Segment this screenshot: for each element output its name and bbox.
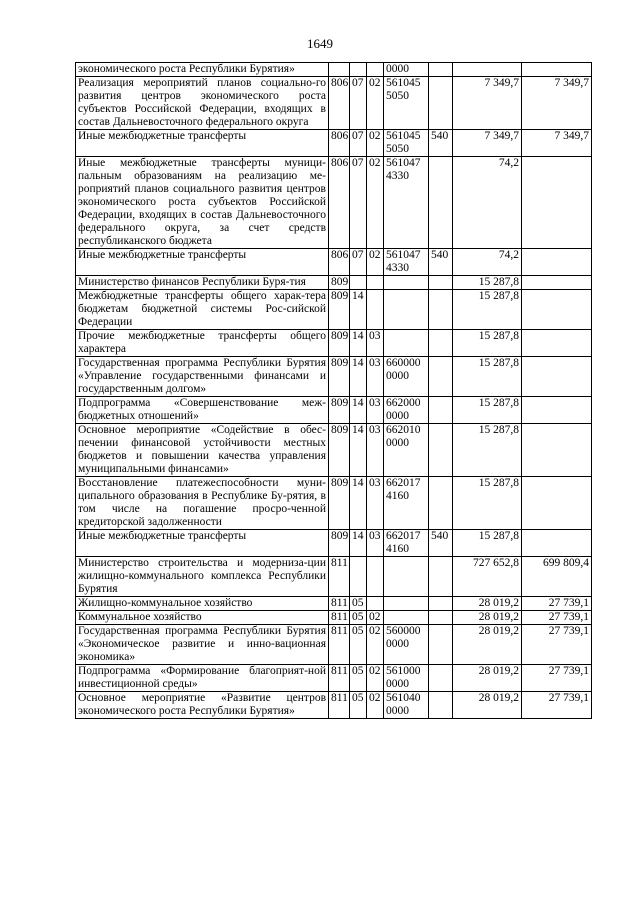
row-description: экономического роста Республики Бурятия»	[76, 63, 329, 77]
amount-year-2	[522, 249, 592, 276]
ministry-code: 811	[329, 625, 350, 665]
table-row	[76, 357, 592, 397]
target-article-code: 662017 4160	[384, 477, 429, 530]
row-description: Иные межбюджетные трансферты	[76, 249, 329, 276]
target-article-code: 0000	[384, 63, 429, 77]
amount-year-1: 28 019,2	[453, 597, 522, 611]
ministry-code: 809	[329, 276, 350, 290]
amount-year-2	[522, 397, 592, 424]
target-article-code	[384, 276, 429, 290]
target-article-code	[384, 290, 429, 330]
amount-year-2: 27 739,1	[522, 625, 592, 665]
amount-year-1: 15 287,8	[453, 477, 522, 530]
table-row	[76, 424, 592, 477]
subsection-code	[367, 597, 384, 611]
row-description: Основное мероприятие «Содействие в обес-печении финансовой устойчивости местных бюджетов и повышении качества управления муниципальными финансами»	[76, 424, 329, 477]
row-description: Восстановление платежеспособности муни-ципального образования в Республике Бу-рятия, в том числе на погашение просро-ченной кредиторской задолженности	[76, 477, 329, 530]
expense-type-code	[429, 692, 453, 719]
table-row	[76, 597, 592, 611]
expense-type-code	[429, 611, 453, 625]
section-code: 05	[350, 625, 367, 665]
table-row	[76, 276, 592, 290]
section-code: 14	[350, 330, 367, 357]
ministry-code: 809	[329, 530, 350, 557]
row-description: Жилищно-коммунальное хозяйство	[76, 597, 329, 611]
section-code: 14	[350, 424, 367, 477]
section-code: 05	[350, 597, 367, 611]
expense-type-code	[429, 397, 453, 424]
amount-year-1: 15 287,8	[453, 424, 522, 477]
amount-year-2: 7 349,7	[522, 130, 592, 157]
amount-year-2	[522, 330, 592, 357]
table-row	[76, 63, 592, 77]
amount-year-2	[522, 357, 592, 397]
target-article-code: 662000 0000	[384, 397, 429, 424]
subsection-code: 02	[367, 692, 384, 719]
subsection-code: 03	[367, 477, 384, 530]
ministry-code: 811	[329, 611, 350, 625]
amount-year-2	[522, 290, 592, 330]
ministry-code: 809	[329, 424, 350, 477]
table-row	[76, 249, 592, 276]
amount-year-1: 28 019,2	[453, 692, 522, 719]
row-description: Министерство финансов Республики Буря-тия	[76, 276, 329, 290]
ministry-code: 809	[329, 397, 350, 424]
amount-year-2: 699 809,4	[522, 557, 592, 597]
amount-year-1: 28 019,2	[453, 665, 522, 692]
section-code: 05	[350, 692, 367, 719]
table-row	[76, 397, 592, 424]
amount-year-2	[522, 424, 592, 477]
section-code: 05	[350, 665, 367, 692]
expense-type-code	[429, 597, 453, 611]
ministry-code: 809	[329, 330, 350, 357]
amount-year-1: 74,2	[453, 249, 522, 276]
section-code: 07	[350, 249, 367, 276]
amount-year-1: 28 019,2	[453, 625, 522, 665]
ministry-code: 806	[329, 130, 350, 157]
target-article-code: 660000 0000	[384, 357, 429, 397]
row-description: Межбюджетные трансферты общего харак-тера бюджетам бюджетной системы Рос-сийской Федерации	[76, 290, 329, 330]
subsection-code	[367, 63, 384, 77]
row-description: Иные межбюджетные трансферты	[76, 530, 329, 557]
section-code	[350, 557, 367, 597]
table-row	[76, 77, 592, 130]
budget-table	[75, 62, 592, 719]
amount-year-1: 15 287,8	[453, 290, 522, 330]
expense-type-code	[429, 77, 453, 130]
ministry-code: 811	[329, 557, 350, 597]
amount-year-2: 27 739,1	[522, 665, 592, 692]
expense-type-code	[429, 477, 453, 530]
expense-type-code: 540	[429, 249, 453, 276]
subsection-code	[367, 290, 384, 330]
expense-type-code: 540	[429, 530, 453, 557]
table-row	[76, 557, 592, 597]
expense-type-code	[429, 63, 453, 77]
ministry-code: 811	[329, 665, 350, 692]
expense-type-code	[429, 625, 453, 665]
amount-year-1	[453, 63, 522, 77]
subsection-code	[367, 276, 384, 290]
amount-year-1: 7 349,7	[453, 130, 522, 157]
section-code: 14	[350, 477, 367, 530]
target-article-code	[384, 597, 429, 611]
target-article-code: 561000 0000	[384, 665, 429, 692]
subsection-code: 02	[367, 611, 384, 625]
row-description: Реализация мероприятий планов социально-го развития центров экономического роста субъектов Российской Федерации, входящих в состав Дальневосточного федерального округа	[76, 77, 329, 130]
target-article-code: 561045 5050	[384, 130, 429, 157]
amount-year-1: 727 652,8	[453, 557, 522, 597]
expense-type-code	[429, 290, 453, 330]
expense-type-code	[429, 357, 453, 397]
expense-type-code	[429, 330, 453, 357]
subsection-code: 02	[367, 665, 384, 692]
amount-year-1: 15 287,8	[453, 276, 522, 290]
target-article-code: 662010 0000	[384, 424, 429, 477]
amount-year-2	[522, 157, 592, 249]
row-description: Иные межбюджетные трансферты	[76, 130, 329, 157]
section-code: 14	[350, 357, 367, 397]
table-row	[76, 530, 592, 557]
target-article-code	[384, 557, 429, 597]
row-description: Подпрограмма «Формирование благоприят-ной инвестиционной среды»	[76, 665, 329, 692]
target-article-code: 561047 4330	[384, 157, 429, 249]
amount-year-2: 27 739,1	[522, 611, 592, 625]
ministry-code: 811	[329, 692, 350, 719]
amount-year-1: 7 349,7	[453, 77, 522, 130]
ministry-code	[329, 63, 350, 77]
row-description: Коммунальное хозяйство	[76, 611, 329, 625]
page-number: 1649	[307, 36, 333, 51]
section-code: 05	[350, 611, 367, 625]
section-code: 14	[350, 397, 367, 424]
subsection-code: 02	[367, 77, 384, 130]
ministry-code: 809	[329, 357, 350, 397]
amount-year-2	[522, 276, 592, 290]
ministry-code: 806	[329, 249, 350, 276]
amount-year-2: 27 739,1	[522, 692, 592, 719]
ministry-code: 811	[329, 597, 350, 611]
amount-year-1: 15 287,8	[453, 357, 522, 397]
row-description: Основное мероприятие «Развитие центров экономического роста Республики Бурятия»	[76, 692, 329, 719]
table-row	[76, 611, 592, 625]
target-article-code: 561045 5050	[384, 77, 429, 130]
section-code: 07	[350, 157, 367, 249]
subsection-code: 03	[367, 357, 384, 397]
ministry-code: 806	[329, 77, 350, 130]
row-description: Прочие межбюджетные трансферты общего характера	[76, 330, 329, 357]
table-row	[76, 477, 592, 530]
table-row	[76, 130, 592, 157]
target-article-code	[384, 611, 429, 625]
subsection-code: 02	[367, 625, 384, 665]
subsection-code: 03	[367, 397, 384, 424]
subsection-code: 02	[367, 130, 384, 157]
table-row	[76, 665, 592, 692]
table-row	[76, 290, 592, 330]
target-article-code: 560000 0000	[384, 625, 429, 665]
subsection-code: 03	[367, 330, 384, 357]
section-code: 14	[350, 290, 367, 330]
table-row	[76, 330, 592, 357]
table-row	[76, 692, 592, 719]
row-description: Иные межбюджетные трансферты муници-пальным образованиям на реализацию ме-роприятий планов социального развития центров экономического роста субъектов Российской Федерации, входящих в состав Дальневосточного федерального округа, за счет средств республиканского бюджета	[76, 157, 329, 249]
section-code	[350, 276, 367, 290]
subsection-code	[367, 557, 384, 597]
row-description: Государственная программа Республики Бурятия «Управление государственными финансами и государственным долгом»	[76, 357, 329, 397]
ministry-code: 809	[329, 477, 350, 530]
expense-type-code	[429, 424, 453, 477]
target-article-code: 662017 4160	[384, 530, 429, 557]
amount-year-1: 15 287,8	[453, 530, 522, 557]
section-code	[350, 63, 367, 77]
expense-type-code	[429, 157, 453, 249]
target-article-code: 561047 4330	[384, 249, 429, 276]
row-description: Государственная программа Республики Бурятия «Экономическое развитие и инно-вационная экономика»	[76, 625, 329, 665]
table-row	[76, 157, 592, 249]
expense-type-code: 540	[429, 130, 453, 157]
target-article-code: 561040 0000	[384, 692, 429, 719]
amount-year-1: 15 287,8	[453, 397, 522, 424]
section-code: 07	[350, 130, 367, 157]
target-article-code	[384, 330, 429, 357]
row-description: Подпрограмма «Совершенствование меж-бюджетных отношений»	[76, 397, 329, 424]
ministry-code: 809	[329, 290, 350, 330]
subsection-code: 02	[367, 249, 384, 276]
expense-type-code	[429, 665, 453, 692]
subsection-code: 03	[367, 424, 384, 477]
subsection-code: 02	[367, 157, 384, 249]
expense-type-code	[429, 276, 453, 290]
ministry-code: 806	[329, 157, 350, 249]
amount-year-2	[522, 477, 592, 530]
amount-year-2	[522, 63, 592, 77]
amount-year-1: 28 019,2	[453, 611, 522, 625]
amount-year-2: 27 739,1	[522, 597, 592, 611]
amount-year-1: 74,2	[453, 157, 522, 249]
subsection-code: 03	[367, 530, 384, 557]
table-row	[76, 625, 592, 665]
expense-type-code	[429, 557, 453, 597]
section-code: 14	[350, 530, 367, 557]
row-description: Министерство строительства и модерниза-ции жилищно-коммунального комплекса Республики Бурятия	[76, 557, 329, 597]
amount-year-1: 15 287,8	[453, 330, 522, 357]
amount-year-2	[522, 530, 592, 557]
amount-year-2: 7 349,7	[522, 77, 592, 130]
section-code: 07	[350, 77, 367, 130]
